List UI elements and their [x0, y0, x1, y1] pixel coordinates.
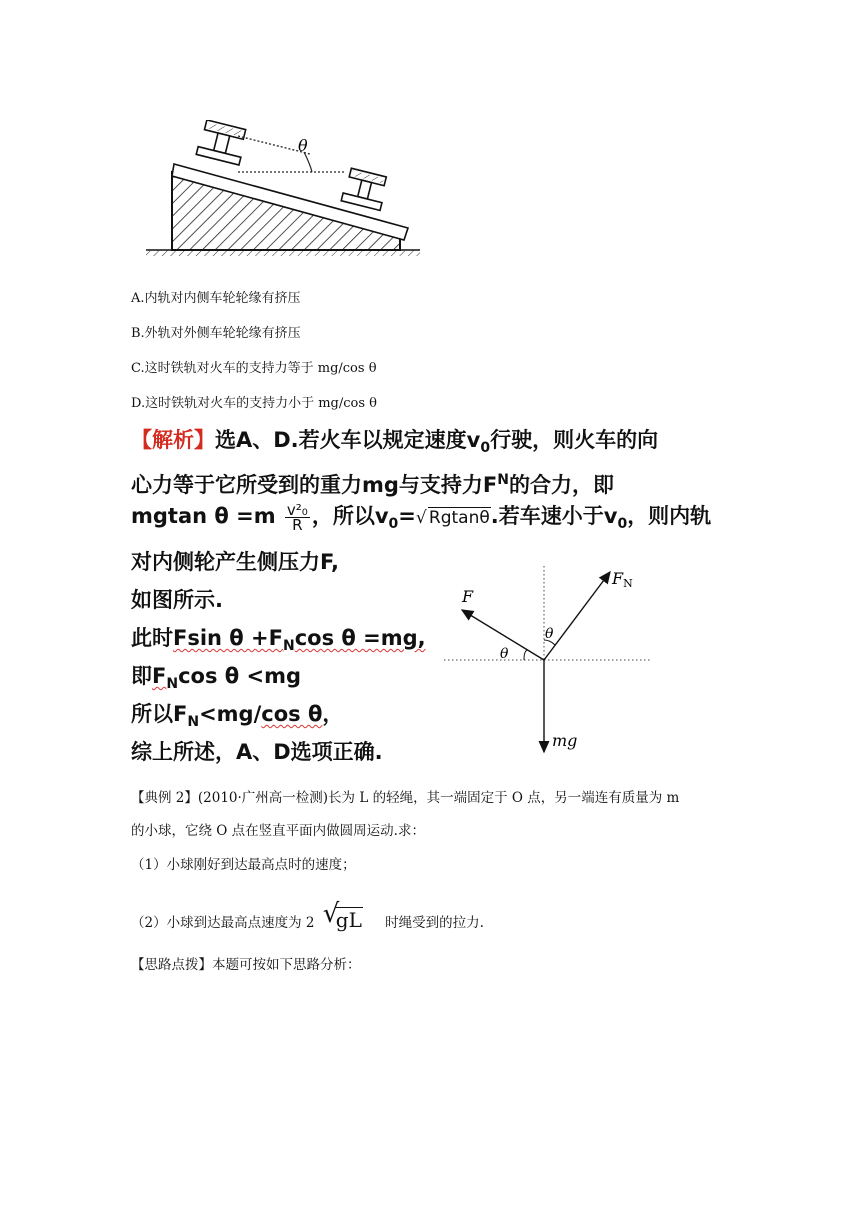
analysis-line-1: 【解析】选A、D.若火车以规定速度$v_0$行驶，则火车的向 — [131, 428, 659, 457]
force-diagram — [440, 560, 670, 760]
theta-left-label: θ — [500, 646, 509, 662]
analysis-line-9: 综上所述，A、D选项正确. — [131, 740, 383, 764]
option-b: B.外轨对外侧车轮轮缘有挤压 — [131, 326, 301, 341]
example-line-1: 【典例 2】(2010·广州高一检测)长为 L 的轻绳，其一端固定于 O 点，另一端连有质量为 m — [131, 790, 680, 806]
banked-rail-figure — [128, 120, 448, 260]
sqrt-rgtan: √ Rgtanθ — [415, 508, 490, 528]
analysis-line-7: 即$F_N\cos$ θ <mg — [131, 664, 302, 693]
question-2: （2）小球到达最高点速度为 2 √ gL 时绳受到的拉力. — [131, 899, 484, 932]
hint-line: 【思路点拨】本题可按如下思路分析： — [131, 957, 361, 973]
analysis-line-2: 心力等于它所受到的重力mg与支持力$F^N$的合力，即 — [131, 472, 614, 497]
force-mg-label: mg — [552, 731, 578, 750]
analysis-line-5: 如图所示. — [131, 588, 223, 612]
option-a: A.内轨对内侧车轮轮缘有挤压 — [131, 291, 301, 306]
theta-top-label: θ — [545, 626, 554, 642]
analysis-line-3: mgtan θ =m $\frac{\text{v²₀}}{R}$ ，所以$v_0=$ √ Rgtanθ.若车速小于$v_0$，则内轨 — [131, 500, 712, 534]
centripetal-fraction: $\frac{\text{v²₀}}{R}$ — [286, 500, 308, 534]
analysis-line-8: 所以$F_N<mg/\cos$ θ， — [131, 702, 344, 731]
option-c: C.这时铁轨对火车的支持力等于 mg/cos θ — [131, 361, 377, 376]
sqrt-gl: √ gL — [322, 899, 362, 932]
analysis-tag: 【解析】 — [131, 428, 215, 452]
theta-label: θ — [298, 136, 308, 155]
force-f-label: F — [462, 587, 474, 606]
force-fn-label: FN — [612, 569, 633, 590]
option-d: D.这时铁轨对火车的支持力小于 mg/cos θ — [131, 396, 377, 411]
analysis-line-4: 对内侧轮产生侧压力F, — [131, 550, 339, 574]
example-line-2: 的小球，它绕 O 点在竖直平面内做圆周运动.求： — [131, 823, 425, 839]
analysis-line-6: 此时Fsin $\theta +F_N\cos$ θ =mg, — [131, 626, 426, 655]
question-1: （1）小球刚好到达最高点时的速度； — [131, 857, 356, 873]
